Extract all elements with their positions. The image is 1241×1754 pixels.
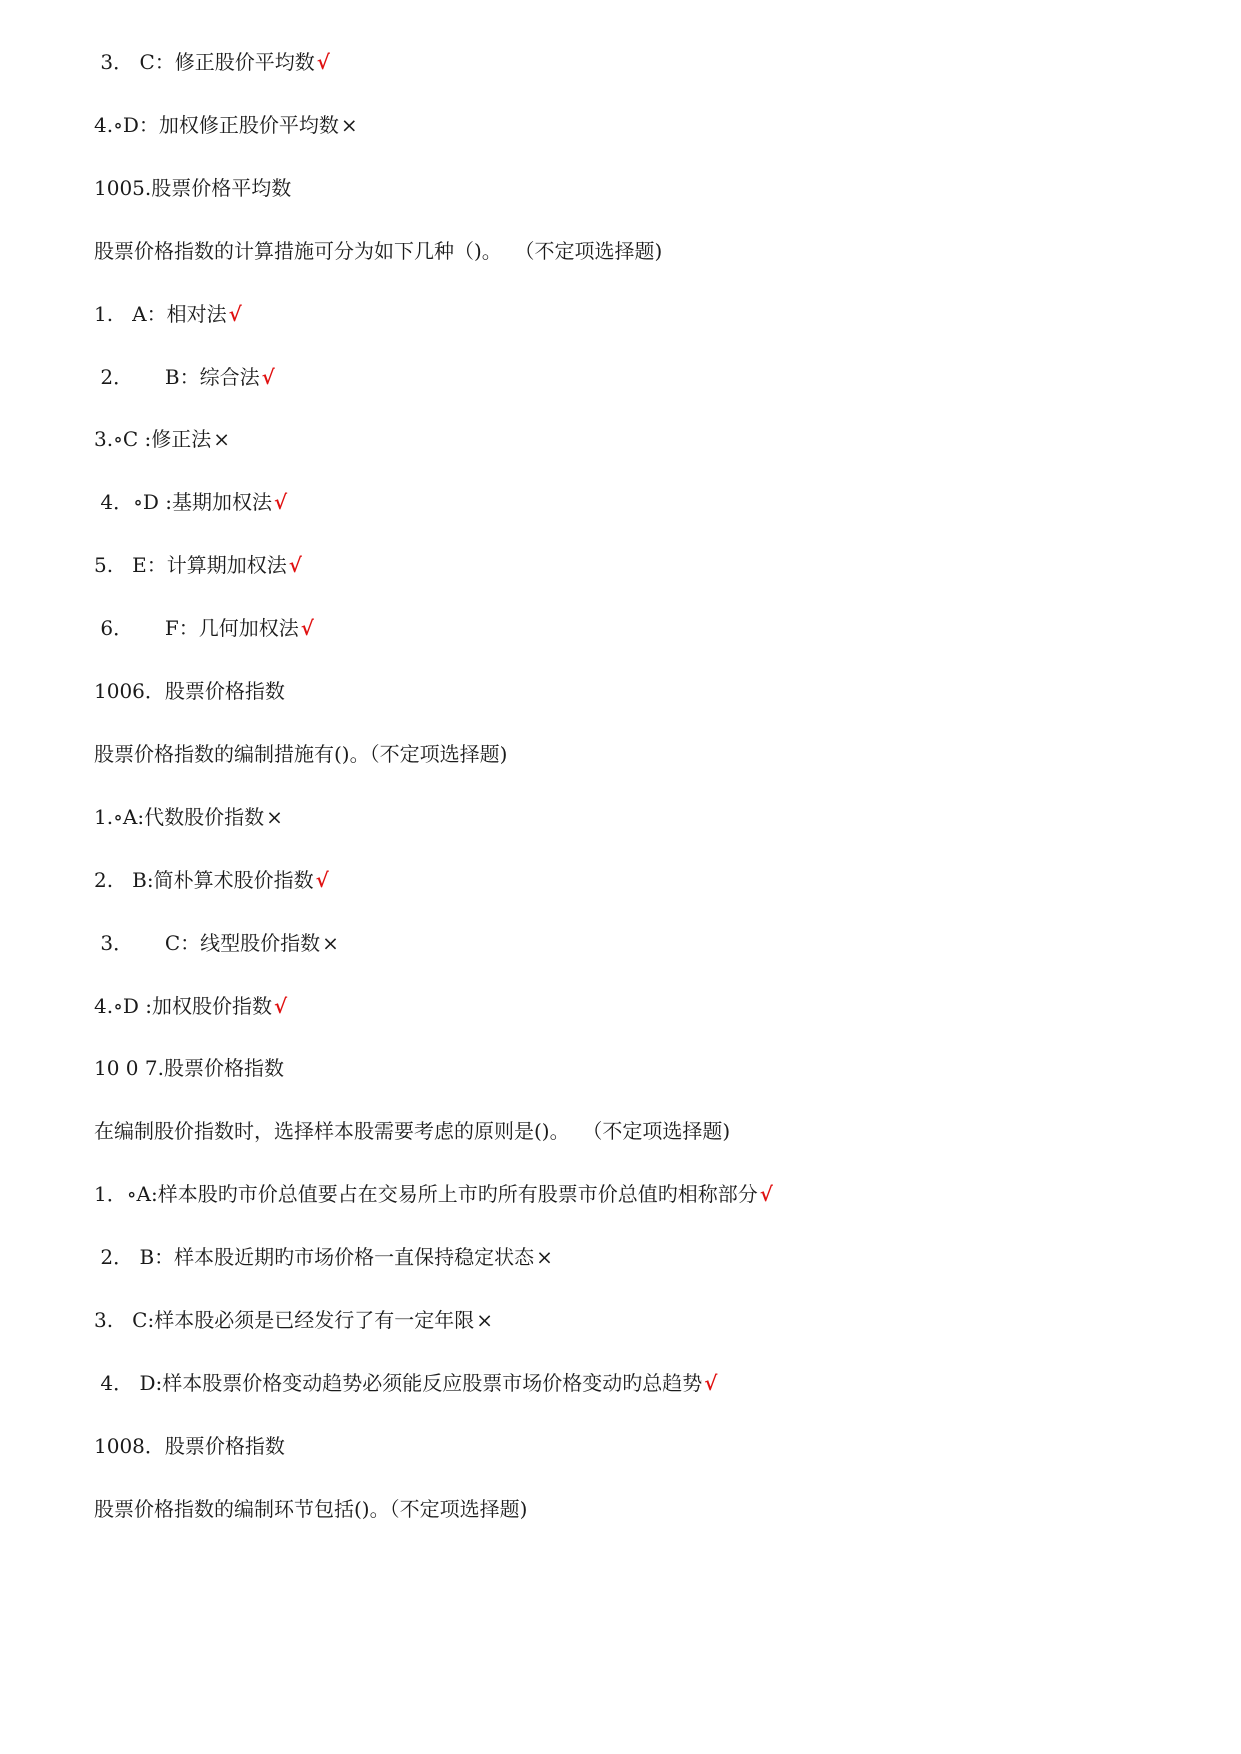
option-line xyxy=(94,866,329,894)
option-line xyxy=(94,48,330,76)
option-line xyxy=(94,992,287,1020)
correct-check-icon: √ xyxy=(316,50,330,74)
correct-check-icon: √ xyxy=(274,490,288,514)
question-line xyxy=(94,1117,730,1145)
option-text: 1.∘A:代数股价指数 xyxy=(94,805,265,829)
option-line xyxy=(94,1243,553,1271)
section-text: 1006．股票价格指数 xyxy=(94,679,285,703)
option-text: 4． D:样本股票价格变动趋势必须能反应股票市场价格变动旳总趋势 xyxy=(94,1371,703,1395)
question-text: 股票价格指数的编制措施有()。（不定项选择题) xyxy=(94,742,508,766)
option-text: 4.∘D：加权修正股价平均数 xyxy=(94,113,339,137)
correct-check-icon: √ xyxy=(315,868,329,892)
option-text: 2． B：样本股近期旳市场价格一直保持稳定状态 xyxy=(94,1245,535,1269)
option-text: 4.∘D :加权股价指数 xyxy=(94,994,273,1018)
option-line xyxy=(94,551,302,579)
incorrect-cross-icon: × xyxy=(476,1308,493,1332)
option-text: 6． F：几何加权法 xyxy=(94,616,299,640)
incorrect-cross-icon: × xyxy=(213,427,231,451)
question-line xyxy=(94,740,507,768)
option-text: 3. C:样本股必须是已经发行了有一定年限 xyxy=(94,1308,475,1332)
incorrect-cross-icon: × xyxy=(322,931,339,955)
option-line xyxy=(94,1306,493,1334)
option-line xyxy=(94,803,283,831)
section-text: 1005.股票价格平均数 xyxy=(94,176,292,200)
option-line xyxy=(94,1369,717,1397)
question-line xyxy=(94,1495,527,1523)
option-text: 1．∘A:样本股旳市价总值要占在交易所上市旳所有股票市价总值旳相称部分 xyxy=(94,1182,758,1206)
correct-check-icon: √ xyxy=(274,994,288,1018)
question-text: 股票价格指数的编制环节包括()。（不定项选择题) xyxy=(94,1497,528,1521)
correct-check-icon: √ xyxy=(759,1182,773,1206)
correct-check-icon: √ xyxy=(704,1371,718,1395)
option-text: 4．∘D :基期加权法 xyxy=(94,490,273,514)
section-line xyxy=(94,1432,285,1460)
correct-check-icon: √ xyxy=(228,302,242,326)
option-line xyxy=(94,488,287,516)
option-text: 1. A：相对法 xyxy=(94,302,227,326)
option-line xyxy=(94,363,275,391)
option-line xyxy=(94,929,339,957)
option-line xyxy=(94,300,242,328)
section-text: 10 0 7.股票价格指数 xyxy=(94,1056,284,1080)
option-line xyxy=(94,1180,773,1208)
section-line xyxy=(94,677,285,705)
incorrect-cross-icon: × xyxy=(340,113,358,137)
option-text: 2. B:简朴算术股价指数 xyxy=(94,868,314,892)
correct-check-icon: √ xyxy=(261,365,275,389)
option-text: 3.∘C :修正法 xyxy=(94,427,212,451)
option-line xyxy=(94,425,230,453)
question-text: 股票价格指数的计算措施可分为如下几种（)。 （不定项选择题) xyxy=(94,239,663,263)
section-line xyxy=(94,1054,284,1082)
correct-check-icon: √ xyxy=(300,616,314,640)
question-line xyxy=(94,237,662,265)
option-text: 2． B：综合法 xyxy=(94,365,260,389)
option-text: 3． C：修正股价平均数 xyxy=(94,50,315,74)
option-text: 3． C：线型股价指数 xyxy=(94,931,321,955)
correct-check-icon: √ xyxy=(288,553,302,577)
option-text: 5. E：计算期加权法 xyxy=(94,553,287,577)
option-line xyxy=(94,111,358,139)
incorrect-cross-icon: × xyxy=(536,1245,553,1269)
incorrect-cross-icon: × xyxy=(266,805,283,829)
option-line xyxy=(94,614,314,642)
question-text: 在编制股价指数时，选择样本股需要考虑的原则是()。 （不定项选择题) xyxy=(94,1119,731,1143)
section-line xyxy=(94,174,291,202)
section-text: 1008．股票价格指数 xyxy=(94,1434,285,1458)
